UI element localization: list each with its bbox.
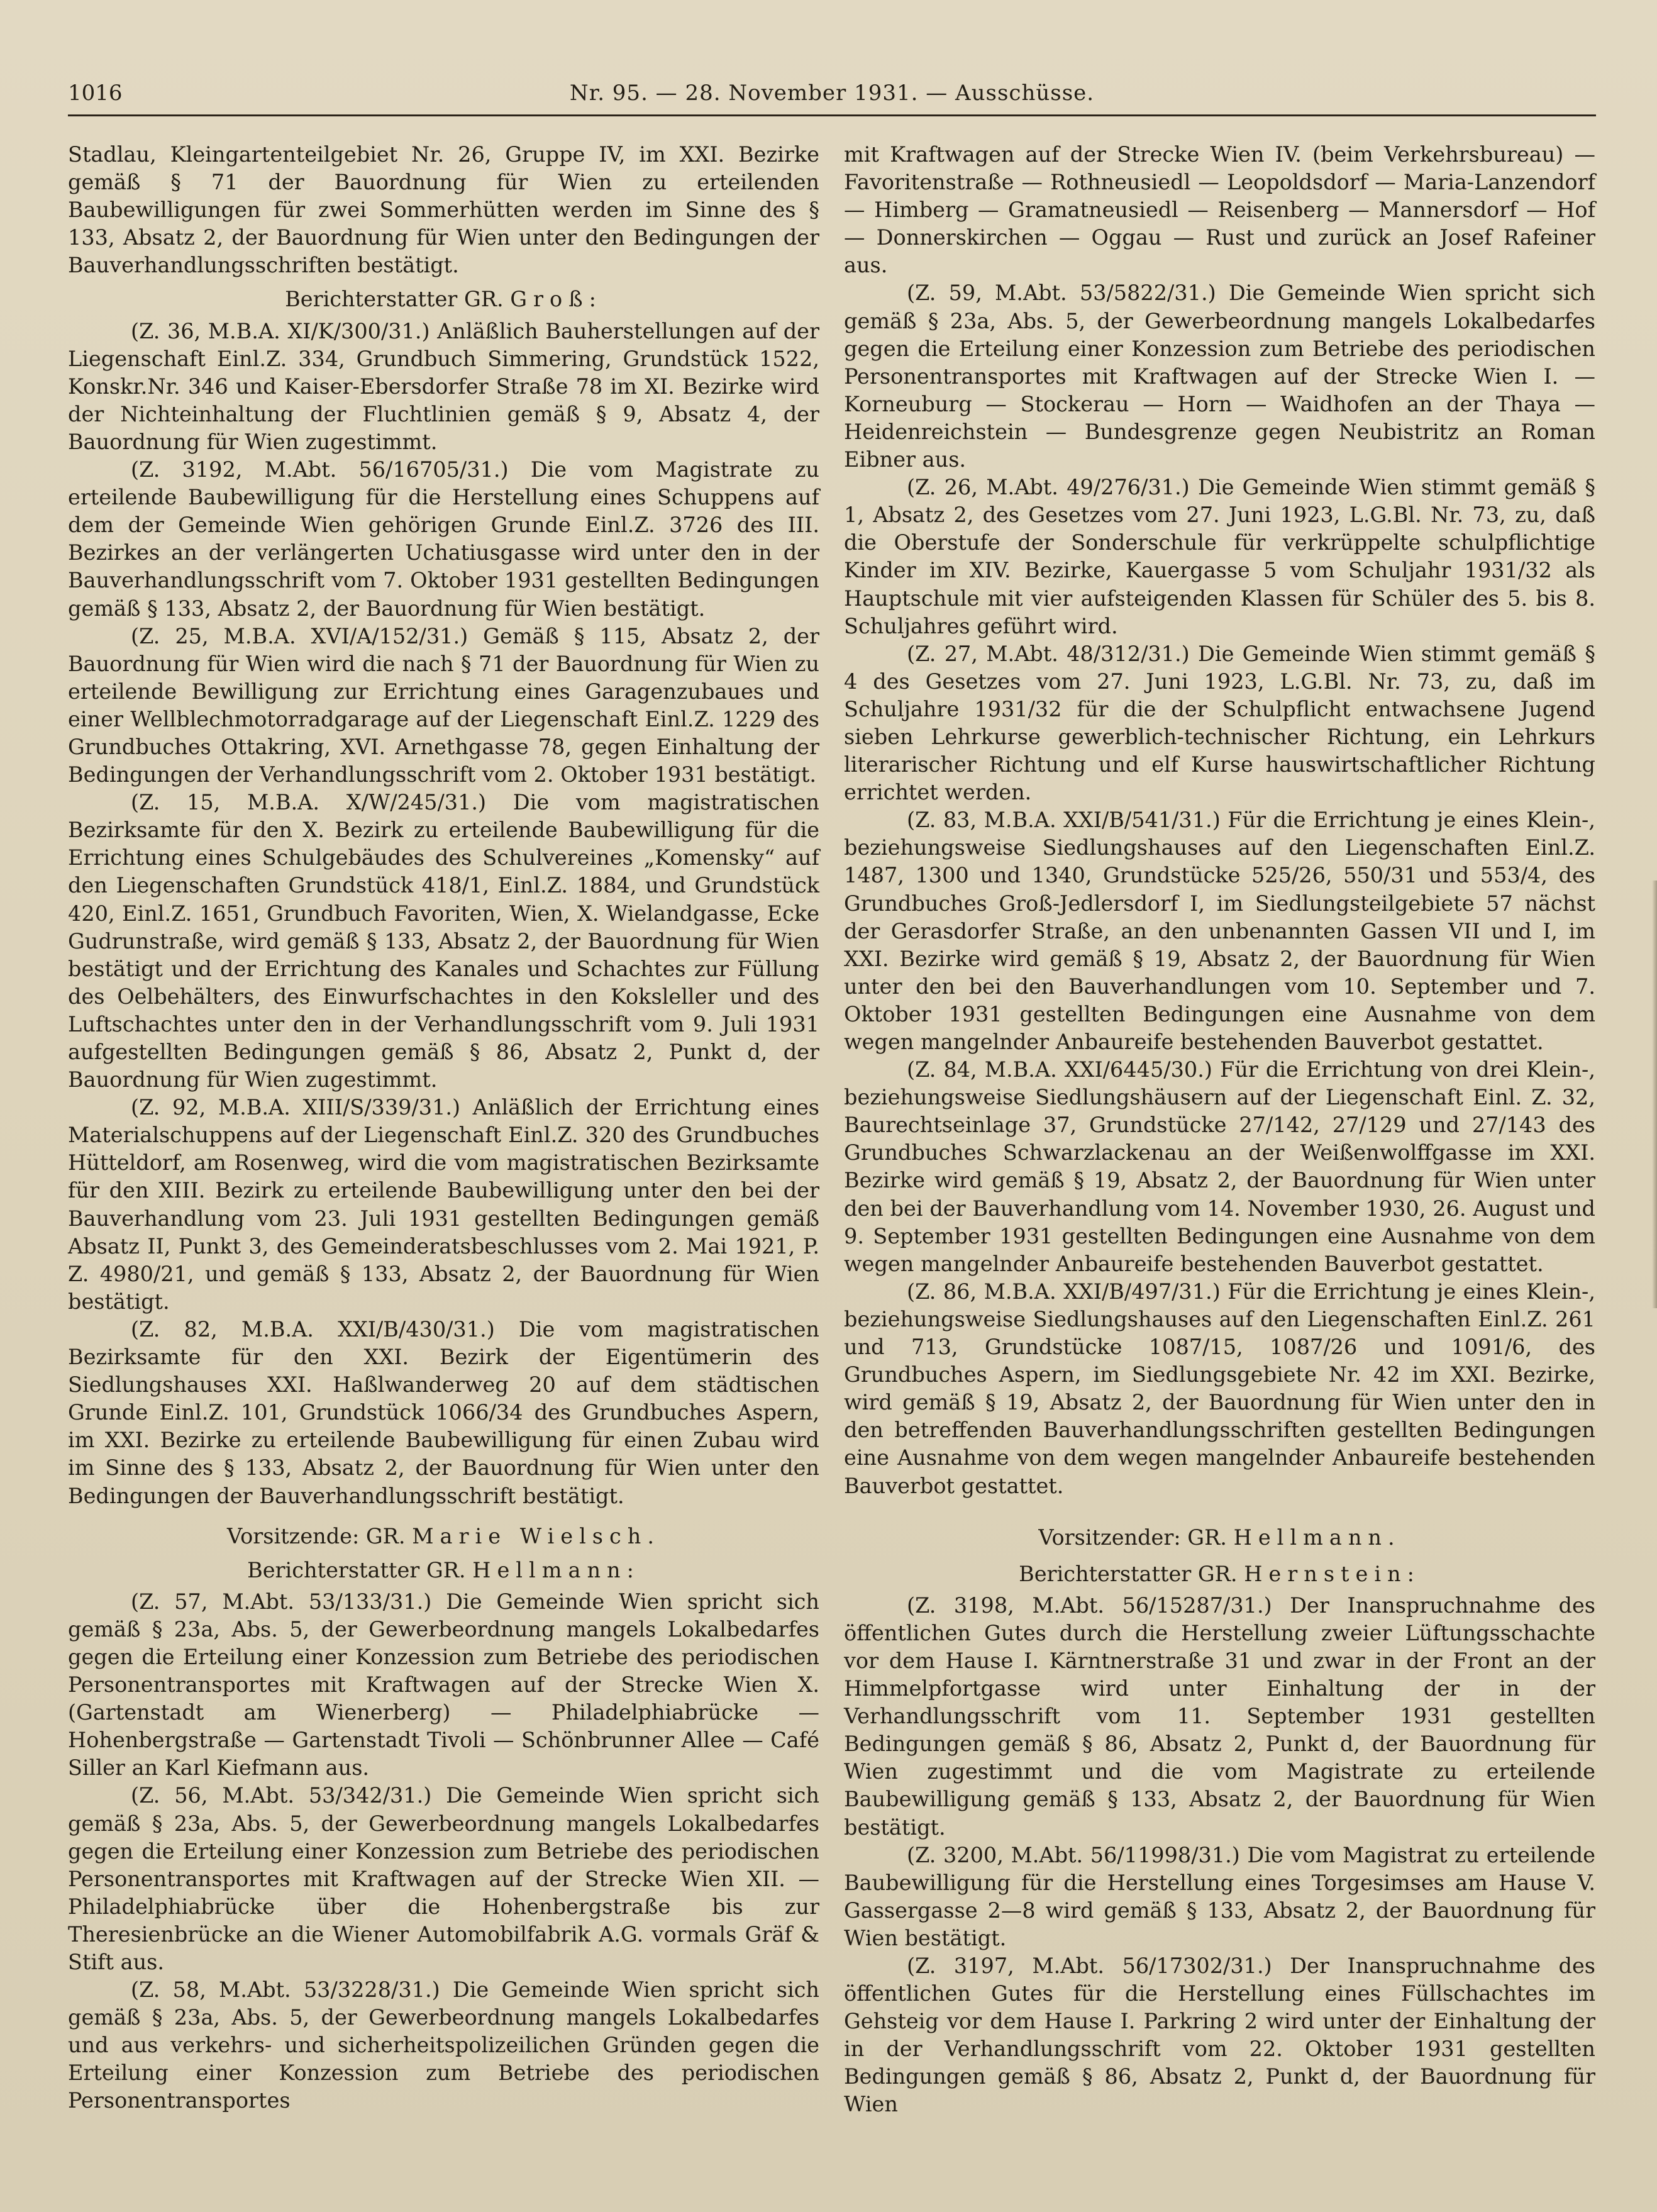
paragraph: (Z. 27, M.Abt. 48/312/31.) Die Gemeinde Wien stimmt gemäß § 4 des Gesetzes vom 27. Juni 1923, L.G.Bl. Nr. 73, zu, daß im Schuljahre 1931/32 für die der Schulpflicht entwachsene Jugend sieben Lehrkurse gewerblich-technischer Richtung, ein Lehrkurs literarischer Richtung und elf Kurse hauswirtschaftlicher Richtung errichtet werden. bbox=[844, 641, 1595, 805]
speaker-name: Hellmann: bbox=[472, 1557, 640, 1582]
section-heading bbox=[68, 1523, 819, 1550]
section-heading bbox=[68, 286, 819, 313]
speaker-name: Groß: bbox=[510, 287, 602, 312]
paragraph: (Z. 84, M.B.A. XXI/6445/30.) Für die Errichtung von drei Klein-, beziehungsweise Siedlungshäusern auf der Liegenschaft Einl. Z. 32, Baurechtseinlage 37, Grundstücke 27/142, 27/129 und 27/143 des Grundbuches Schwarzlackenau an der Weißenwolffgasse im XXI. Bezirke wird gemäß § 19, Absatz 2, der Bauordnung für Wien unter den bei der Bauverhandlung vom 14. November 1930, 26. August und 9. September 1931 gestellten Bedingungen eine Ausnahme von dem wegen mangelnder Anbaureife bestehenden Bauverbot gestattet. bbox=[844, 1057, 1595, 1276]
heading-label: Berichterstatter GR. bbox=[247, 1557, 466, 1582]
page-number: 1016 bbox=[68, 81, 123, 106]
paragraph: (Z. 26, M.Abt. 49/276/31.) Die Gemeinde Wien stimmt gemäß § 1, Absatz 2, des Gesetzes vom 27. Juni 1923, L.G.Bl. Nr. 73, zu, daß die Oberstufe der Sonderschule für verkrüppelte schulpflichtige Kinder im XIV. Bezirke, Kauergasse 5 vom Schuljahr 1931/32 als Hauptschule mit vier aufsteigenden Klassen für Schüler des 5. bis 8. Schuljahres geführt wird. bbox=[844, 475, 1595, 638]
paragraph: (Z. 25, M.B.A. XVI/A/152/31.) Gemäß § 115, Absatz 2, der Bauordnung für Wien wird die nach § 71 der Bauordnung für Wien zu erteilende Bewilligung zur Errichtung eines Garagenzubaues und einer Wellblechmotorradgarage auf der Liegenschaft Einl.Z. 1229 des Grundbuches Ottakring, XVI. Arnethgasse 78, gegen Einhaltung der Bedingungen der Verhandlungsschrift vom 2. Oktober 1931 bestätigt. bbox=[68, 623, 819, 787]
right-column bbox=[844, 141, 1595, 2119]
paragraph: (Z. 59, M.Abt. 53/5822/31.) Die Gemeinde Wien spricht sich gemäß § 23a, Abs. 5, der Gewerbeordnung mangels Lokalbedarfes gegen die Erteilung einer Konzession zum Betriebe des periodischen Personentransportes mit Kraftwagen auf der Strecke Wien I. — Korneuburg — Stockerau — Horn — Waidhofen an der Thaya — Heidenreichstein — Bundesgrenze gegen Neubistritz an Roman Eibner aus. bbox=[844, 281, 1595, 472]
paragraph: mit Kraftwagen auf der Strecke Wien IV. (beim Verkehrsbureau) — Favoritenstraße — Rothneusiedl — Leopoldsdorf — Maria-Lanzendorf — Himberg — Gramatneusiedl — Reisenberg — Mannersdorf — Hof — Donnerskirchen — Oggau — Rust und zurück an Josef Rafeiner aus. bbox=[844, 142, 1595, 278]
paragraph: (Z. 3198, M.Abt. 56/15287/31.) Der Inanspruchnahme des öffentlichen Gutes durch die Herstellung zweier Lüftungsschachte vor dem Hause I. Kärntnerstraße 31 und zwar in der Front an der Himmelpfortgasse wird unter Einhaltung der in der Verhandlungsschrift vom 11. September 1931 gestellten Bedingungen gemäß § 86, Absatz 2, Punkt d, der Bauordnung für Wien zugestimmt und die vom Magistrate zu erteilende Baubewilligung gemäß § 133, Absatz 2, der Bauordnung für Wien bestätigt. bbox=[844, 1592, 1595, 1840]
speaker-name: Hernstein: bbox=[1244, 1561, 1421, 1586]
running-head: Nr. 95. — 28. November 1931. — Ausschüsse. bbox=[569, 81, 1095, 106]
section-heading bbox=[844, 1524, 1595, 1552]
paragraph: (Z. 58, M.Abt. 53/3228/31.) Die Gemeinde Wien spricht sich gemäß § 23a, Abs. 5, der Gewerbeordnung mangels Lokalbedarfes und aus verkehrs- und sicherheitspolizeilichen Gründen gegen die Erteilung einer Konzession zum Betriebe des periodischen Personentransportes bbox=[68, 1977, 819, 2113]
heading-label: Vorsitzende: GR. bbox=[227, 1523, 406, 1548]
paragraph: (Z. 3200, M.Abt. 56/11998/31.) Die vom Magistrat zu erteilende Baubewilligung für die Herstellung eines Torgesimses am Hause V. Gassergasse 2—8 wird gemäß § 133, Absatz 2, der Bauordnung für Wien bestätigt. bbox=[844, 1842, 1595, 1950]
section-heading bbox=[68, 1557, 819, 1584]
paragraph: (Z. 3197, M.Abt. 56/17302/31.) Der Inanspruchnahme des öffentlichen Gutes für die Herstellung eines Füllschachtes im Gehsteig vor dem Hause I. Parkring 2 wird unter der Einhaltung der in der Verhandlungsschrift vom 22. Oktober 1931 gestellten Bedingungen gemäß § 86, Absatz 2, Punkt d, der Bauordnung für Wien bbox=[844, 1954, 1595, 2117]
paragraph: (Z. 57, M.Abt. 53/133/31.) Die Gemeinde Wien spricht sich gemäß § 23a, Abs. 5, der Gewerbeordnung mangels Lokalbedarfes gegen die Erteilung einer Konzession zum Betriebe des periodischen Personentransportes mit Kraftwagen auf der Strecke Wien X. (Gartenstadt am Wienerberg) — Philadelphiabrücke — Hohenbergstraße — Gartenstadt Tivoli — Schönbrunner Allee — Café Siller an Karl Kiefmann aus. bbox=[68, 1589, 819, 1781]
chair-name: Hellmann. bbox=[1233, 1525, 1401, 1550]
left-column bbox=[68, 141, 819, 2115]
paragraph: (Z. 36, M.B.A. XI/K/300/31.) Anläßlich Bauherstellungen auf der Liegenschaft Einl.Z. 334, Grundbuch Simmering, Grundstück 1522, Konskr.Nr. 346 und Kaiser-Ebersdorfer Straße 78 im XI. Bezirke wird der Nichteinhaltung der Fluchtlinien gemäß § 9, Absatz 4, der Bauordnung für Wien zugestimmt. bbox=[68, 318, 819, 454]
paragraph: (Z. 15, M.B.A. X/W/245/31.) Die vom magistratischen Bezirksamte für den X. Bezirk zu erteilende Baubewilligung für die Errichtung eines Schulgebäudes des Schulvereines „Komensky“ auf den Liegenschaften Grundstück 418/1, Einl.Z. 1884, und Grundstück 420, Einl.Z. 1651, Grundbuch Favoriten, Wien, X. Wielandgasse, Ecke Gudrunstraße, wird gemäß § 133, Absatz 2, der Bauordnung für Wien bestätigt und der Errichtung des Kanales und Schachtes zur Füllung des Oelbehälters, des Einwurfschachtes in den Koksleller und des Luftschachtes unter den in der Verhandlungsschrift vom 9. Juli 1931 aufgestellten Bedingungen gemäß § 86, Absatz 2, Punkt d, der Bauordnung für Wien zugestimmt. bbox=[68, 790, 819, 1092]
section-heading bbox=[844, 1560, 1595, 1588]
page-edge-shadow bbox=[1652, 881, 1657, 1308]
header-rule bbox=[68, 114, 1596, 116]
page-header bbox=[68, 75, 1596, 121]
paragraph: (Z. 82, M.B.A. XXI/B/430/31.) Die vom magistratischen Bezirksamte für den XXI. Bezirk der Eigentümerin des Siedlungshauses XXI. Haßlwanderweg 20 auf dem städtischen Grunde Einl.Z. 101, Grundstück 1066/34 des Grundbuches Aspern, im XXI. Bezirke zu erteilende Baubewilligung für einen Zubau wird im Sinne des § 133, Absatz 2, der Bauordnung für Wien unter den Bedingungen der Bauverhandlungsschrift bestätigt. bbox=[68, 1316, 819, 1508]
heading-label: Vorsitzender: GR. bbox=[1038, 1525, 1227, 1550]
paragraph: (Z. 86, M.B.A. XXI/B/497/31.) Für die Errichtung je eines Klein-, beziehungsweise Siedlungshauses auf den Liegenschaften Einl.Z. 261 und 713, Grundstücke 1087/15, 1087/26 und 1091/6, des Grundbuches Aspern, im Siedlungsgebiete Nr. 42 im XXI. Bezirke, wird gemäß § 19, Absatz 2, der Bauordnung für Wien unter den in den betreffenden Bauverhandlungsschriften gestellten Bedingungen eine Ausnahme von dem wegen mangelnder Anbaureife bestehenden Bauverbot gestattet. bbox=[844, 1279, 1595, 1498]
paragraph: (Z. 3192, M.Abt. 56/16705/31.) Die vom Magistrate zu erteilende Baubewilligung für die Herstellung eines Schuppens auf dem der Gemeinde Wien gehörigen Grunde Einl.Z. 3726 des III. Bezirkes an der verlängerten Uchatiusgasse wird unter den in der Bauverhandlungsschrift vom 7. Oktober 1931 gestellten Bedingungen gemäß § 133, Absatz 2, der Bauordnung für Wien bestätigt. bbox=[68, 457, 819, 621]
paragraph: Stadlau, Kleingartenteilgebiet Nr. 26, Gruppe IV, im XXI. Bezirke gemäß § 71 der Bauordnung für Wien zu erteilenden Baubewilligungen für zwei Sommerhütten werden im Sinne des § 133, Absatz 2, der Bauordnung für Wien unter den Bedingungen der Bauverhandlungsschriften bestätigt. bbox=[68, 142, 819, 278]
paragraph: (Z. 92, M.B.A. XIII/S/339/31.) Anläßlich der Errichtung eines Materialschuppens auf der Liegenschaft Einl.Z. 320 des Grundbuches Hütteldorf, am Rosenweg, wird die vom magistratischen Bezirksamte für den XIII. Bezirk zu erteilende Baubewilligung unter den bei der Bauverhandlung vom 23. Juli 1931 gestellten Bedingungen gemäß Absatz II, Punkt 3, des Gemeinderatsbeschlusses vom 2. Mai 1921, P. Z. 4980/21, und gemäß § 133, Absatz 2, der Bauordnung für Wien bestätigt. bbox=[68, 1095, 819, 1314]
heading-label: Berichterstatter GR. bbox=[285, 287, 504, 312]
chair-name: Marie Wielsch. bbox=[412, 1523, 660, 1548]
paragraph: (Z. 56, M.Abt. 53/342/31.) Die Gemeinde Wien spricht sich gemäß § 23a, Abs. 5, der Gewerbeordnung mangels Lokalbedarfes gegen die Erteilung einer Konzession zum Betriebe des periodischen Personentransportes mit Kraftwagen auf der Strecke Wien XII. — Philadelphiabrücke über die Hohenbergstraße bis zur Theresienbrücke an die Wiener Automobilfabrik A.G. vormals Gräf & Stift aus. bbox=[68, 1783, 819, 1974]
heading-label: Berichterstatter GR. bbox=[1019, 1561, 1238, 1586]
paragraph: (Z. 83, M.B.A. XXI/B/541/31.) Für die Errichtung je eines Klein-, beziehungsweise Siedlungshauses auf den Liegenschaften Einl.Z. 1487, 1300 und 1340, Grundstücke 525/26, 550/31 und 553/4, des Grundbuches Groß-Jedlersdorf I, im Siedlungsteilgebiete 57 nächst der Gerasdorfer Straße, an den unbenannten Gassen VII und I, im XXI. Bezirke wird gemäß § 19, Absatz 2, der Bauordnung für Wien unter den bei den Bauverhandlungen vom 10. September und 7. Oktober 1931 gestellten Bedingungen eine Ausnahme von dem wegen mangelnder Anbaureife bestehenden Bauverbot gestattet. bbox=[844, 808, 1595, 1054]
